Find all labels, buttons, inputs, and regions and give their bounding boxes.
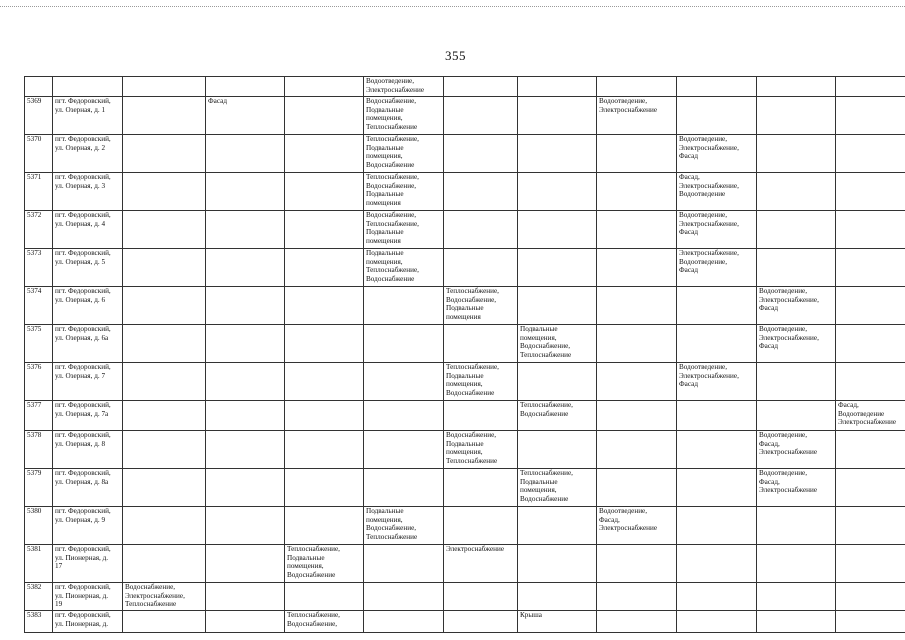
table-cell-c1 [123,77,206,97]
table-cell-c7 [597,97,677,135]
table-cell-c7 [597,135,677,173]
table-cell-c7 [597,363,677,401]
table-cell-c2 [206,211,285,249]
table-cell-c5 [444,97,518,135]
table-cell-c10 [836,363,905,401]
table-cell-c10 [836,545,905,583]
cell-text: 5382 [27,583,42,591]
table-cell-addr [53,325,123,363]
cell-text: Теплоснабжение, Подвальные помещения, Водоснабжение [446,363,499,397]
cell-text: пгт. Федоровский, ул. Озерная, д. 9 [55,507,111,524]
table-cell-c4 [364,507,444,545]
table-cell-c3 [285,249,364,287]
table-cell-c6 [518,135,597,173]
table-cell-c6 [518,325,597,363]
cell-text: Водоснабжение, Теплоснабжение, Подвальные помещения [366,211,419,245]
table-cell-c10 [836,135,905,173]
cell-text: пгт. Федоровский, ул. Озерная, д. 6а [55,325,111,342]
table-cell-c3 [285,135,364,173]
table-cell-c2 [206,611,285,633]
table-cell-c7 [597,583,677,611]
cell-text: пгт. Федоровский, ул. Озерная, д. 7 [55,363,111,380]
table-cell-c8 [677,135,757,173]
table-cell-c9 [757,469,836,507]
table-cell-c3 [285,325,364,363]
cell-text: Водоотведение, Электроснабжение, Фасад [679,211,739,237]
table-cell-c4 [364,97,444,135]
table-row [25,211,905,249]
table-cell-c9 [757,249,836,287]
table-cell-c10 [836,325,905,363]
table-cell-c8 [677,249,757,287]
table-cell-c7 [597,431,677,469]
table-cell-c6 [518,545,597,583]
table-cell-c6 [518,507,597,545]
table-cell-num [25,583,53,611]
cell-text: 5377 [27,401,42,409]
table-cell-c2 [206,363,285,401]
table-cell-c9 [757,583,836,611]
cell-text: Водоотведение, Электроснабжение, Фасад [679,135,739,161]
table-cell-c10 [836,249,905,287]
table-cell-c1 [123,173,206,211]
scan-edge-artifact [0,6,905,9]
table-cell-c4 [364,611,444,633]
cell-text: пгт. Федоровский, ул. Озерная, д. 1 [55,97,111,114]
cell-text: Водоотведение, Электроснабжение [599,97,658,114]
table-cell-c5 [444,249,518,287]
table-cell-c10 [836,77,905,97]
table-cell-c7 [597,545,677,583]
cell-text: Водоотведение, Электроснабжение, Фасад [759,325,819,351]
table-row [25,325,905,363]
cell-text: 5379 [27,469,42,477]
table-cell-c5 [444,611,518,633]
table-cell-c8 [677,507,757,545]
table-cell-num [25,431,53,469]
table-cell-c2 [206,545,285,583]
table-cell-c3 [285,77,364,97]
table-cell-c8 [677,583,757,611]
table-cell-c2 [206,583,285,611]
table-cell-c5 [444,325,518,363]
table-cell-c3 [285,469,364,507]
table-cell-c5 [444,211,518,249]
page-number: 355 [445,48,466,63]
table-cell-c7 [597,249,677,287]
table-cell-c9 [757,173,836,211]
cell-text: пгт. Федоровский, ул. Озерная, д. 6 [55,287,111,304]
cell-text: Подвальные помещения, Теплоснабжение, Водоснабжение [366,249,419,283]
cell-text: Электроснабжение [446,545,505,553]
table-cell-c1 [123,211,206,249]
cell-text: Теплоснабжение, Подвальные помещения, Водоснабжение [366,135,419,169]
table-cell-addr [53,401,123,431]
table-cell-addr [53,135,123,173]
table-row [25,431,905,469]
cell-text: Водоотведение, Электроснабжение, Фасад [679,363,739,389]
table-cell-c10 [836,401,905,431]
table-cell-c5 [444,401,518,431]
table-cell-c10 [836,611,905,633]
table-cell-c10 [836,431,905,469]
table-cell-addr [53,583,123,611]
cell-text: пгт. Федоровский, ул. Озерная, д. 4 [55,211,111,228]
repair-schedule-table [24,76,905,633]
table-cell-c3 [285,545,364,583]
table-cell-c2 [206,97,285,135]
cell-text: Водоотведение, Электроснабжение, Фасад [759,287,819,313]
table-cell-c7 [597,611,677,633]
table-cell-c8 [677,325,757,363]
table-cell-c3 [285,431,364,469]
cell-text: пгт. Федоровский, ул. Озерная, д. 8а [55,469,111,486]
table-cell-c3 [285,287,364,325]
table-cell-num [25,249,53,287]
cell-text: пгт. Федоровский, ул. Пионерная, д. 17 [55,545,111,571]
table-cell-c6 [518,401,597,431]
table-cell-num [25,469,53,507]
table-cell-c1 [123,583,206,611]
table-cell-c6 [518,211,597,249]
table-cell-num [25,211,53,249]
table-cell-c2 [206,135,285,173]
table-cell-c3 [285,211,364,249]
table-cell-c3 [285,97,364,135]
table-cell-c4 [364,173,444,211]
cell-text: пгт. Федоровский, ул. Озерная, д. 5 [55,249,111,266]
cell-text: 5371 [27,173,42,181]
table-row [25,363,905,401]
cell-text: Фасад, Водоотведение Электроснабжение [838,401,897,427]
cell-text: Фасад [208,97,227,105]
table-cell-c6 [518,77,597,97]
table-cell-c4 [364,545,444,583]
table-cell-c4 [364,135,444,173]
table-cell-c10 [836,97,905,135]
table-cell-c7 [597,173,677,211]
cell-text: пгт. Федоровский, ул. Пионерная, д. [55,611,111,628]
cell-text: Фасад, Электроснабжение, Водоотведение [679,173,739,199]
table-cell-c9 [757,431,836,469]
table-cell-c7 [597,77,677,97]
table-cell-c1 [123,507,206,545]
table-cell-c5 [444,469,518,507]
cell-text: 5378 [27,431,42,439]
table-cell-c8 [677,469,757,507]
cell-text: пгт. Федоровский, ул. Озерная, д. 8 [55,431,111,448]
table-cell-c9 [757,97,836,135]
cell-text: Водоснабжение, Подвальные помещения, Теплоснабжение [446,431,498,465]
table-cell-c1 [123,325,206,363]
table-cell-c2 [206,469,285,507]
table-cell-c9 [757,287,836,325]
table-cell-c6 [518,173,597,211]
table-cell-addr [53,469,123,507]
table-cell-num [25,77,53,97]
table-cell-c6 [518,583,597,611]
cell-text: Водоотведение, Электроснабжение [366,77,425,94]
table-row [25,249,905,287]
table-cell-c5 [444,507,518,545]
table-row [25,77,905,97]
table-cell-num [25,363,53,401]
table-cell-c9 [757,325,836,363]
table-cell-c9 [757,363,836,401]
table-cell-c10 [836,173,905,211]
cell-text: Водоснабжение, Подвальные помещения, Теплоснабжение [366,97,418,131]
table-cell-c9 [757,545,836,583]
table-cell-c4 [364,287,444,325]
table-row [25,611,905,633]
table-cell-c6 [518,287,597,325]
table-cell-addr [53,249,123,287]
table-cell-c4 [364,363,444,401]
table-cell-c8 [677,401,757,431]
table-cell-c4 [364,431,444,469]
cell-text: 5376 [27,363,42,371]
table-cell-addr [53,97,123,135]
cell-text: Водоотведение, Фасад, Электроснабжение [759,469,818,495]
cell-text: Теплоснабжение, Водоснабжение, [287,611,340,628]
table-cell-num [25,325,53,363]
table-cell-c8 [677,431,757,469]
table-cell-c2 [206,401,285,431]
table-cell-c5 [444,287,518,325]
table-cell-c3 [285,363,364,401]
table-row [25,583,905,611]
table-cell-c5 [444,583,518,611]
table-cell-c4 [364,325,444,363]
table-cell-c9 [757,507,836,545]
cell-text: 5383 [27,611,42,619]
table-cell-c1 [123,401,206,431]
table-cell-c1 [123,611,206,633]
cell-text: 5381 [27,545,42,553]
table-cell-c4 [364,469,444,507]
table-cell-c1 [123,287,206,325]
cell-text: пгт. Федоровский, ул. Озерная, д. 3 [55,173,111,190]
cell-text: 5380 [27,507,42,515]
table-cell-c6 [518,97,597,135]
table-cell-addr [53,173,123,211]
table-cell-c3 [285,583,364,611]
table-cell-c10 [836,507,905,545]
table-cell-c8 [677,97,757,135]
table-cell-addr [53,431,123,469]
table-cell-c8 [677,363,757,401]
table-cell-c7 [597,211,677,249]
cell-text: пгт. Федоровский, ул. Озерная, д. 7а [55,401,111,418]
table-row [25,401,905,431]
table-cell-c2 [206,325,285,363]
table-cell-num [25,401,53,431]
table-cell-c7 [597,401,677,431]
table-cell-c6 [518,363,597,401]
table-cell-c5 [444,135,518,173]
cell-text: Крыша [520,611,542,619]
cell-text: 5375 [27,325,42,333]
table-cell-c4 [364,249,444,287]
cell-text: пгт. Федоровский, ул. Пионерная, д. 19 [55,583,111,609]
table-cell-addr [53,287,123,325]
table-cell-addr [53,545,123,583]
table-cell-c8 [677,211,757,249]
table-cell-num [25,545,53,583]
cell-text: 5372 [27,211,42,219]
table-cell-addr [53,611,123,633]
table-row [25,97,905,135]
table-cell-c6 [518,469,597,507]
table-cell-c10 [836,469,905,507]
table-cell-c4 [364,77,444,97]
table-cell-c2 [206,431,285,469]
table-cell-c6 [518,249,597,287]
table-cell-num [25,507,53,545]
table-cell-c4 [364,211,444,249]
table-cell-c8 [677,611,757,633]
cell-text: 5369 [27,97,42,105]
table-cell-addr [53,507,123,545]
table-cell-c1 [123,97,206,135]
table-cell-c10 [836,211,905,249]
cell-text: Теплоснабжение, Подвальные помещения, Водоснабжение [287,545,340,579]
table-cell-num [25,173,53,211]
table-cell-c6 [518,611,597,633]
cell-text: 5374 [27,287,42,295]
table-cell-c7 [597,507,677,545]
table-cell-c9 [757,401,836,431]
table-cell-c3 [285,507,364,545]
table-cell-c6 [518,431,597,469]
table-cell-c2 [206,287,285,325]
table-cell-c4 [364,583,444,611]
table-cell-c1 [123,249,206,287]
table-cell-c1 [123,363,206,401]
table-row [25,507,905,545]
cell-text: Теплоснабжение, Водоснабжение, Подвальные помещения [366,173,419,207]
cell-text: 5373 [27,249,42,257]
table-cell-num [25,135,53,173]
table-cell-addr [53,77,123,97]
cell-text: Водоотведение, Фасад, Электроснабжение [599,507,658,533]
table-cell-c5 [444,173,518,211]
table-cell-c3 [285,173,364,211]
table-cell-c7 [597,325,677,363]
table-row [25,287,905,325]
cell-text: Подвальные помещения, Водоснабжение, Теплоснабжение [520,325,572,359]
table-cell-c10 [836,287,905,325]
cell-text: Теплоснабжение, Подвальные помещения, Водоснабжение [520,469,573,503]
table-cell-c10 [836,583,905,611]
table-cell-num [25,97,53,135]
cell-text: пгт. Федоровский, ул. Озерная, д. 2 [55,135,111,152]
table-cell-c1 [123,469,206,507]
table-cell-c2 [206,77,285,97]
table-cell-c5 [444,431,518,469]
table-cell-c2 [206,249,285,287]
table-cell-addr [53,211,123,249]
table-cell-c5 [444,545,518,583]
table-cell-c5 [444,363,518,401]
table-cell-c2 [206,507,285,545]
table-cell-c8 [677,173,757,211]
table-row [25,545,905,583]
table-row [25,135,905,173]
table-cell-c1 [123,135,206,173]
table-cell-c1 [123,431,206,469]
table-cell-c9 [757,211,836,249]
table-cell-c8 [677,77,757,97]
table-cell-num [25,611,53,633]
table-cell-c3 [285,401,364,431]
cell-text: Подвальные помещения, Водоснабжение, Теплоснабжение [366,507,418,541]
table-cell-c8 [677,545,757,583]
cell-text: Электроснабжение, Водоотведение, Фасад [679,249,739,275]
table-cell-c4 [364,401,444,431]
table-cell-c9 [757,135,836,173]
cell-text: Теплоснабжение, Водоснабжение, Подвальные помещения [446,287,499,321]
table-cell-c8 [677,287,757,325]
cell-text: Теплоснабжение, Водоснабжение [520,401,573,418]
table-cell-c5 [444,77,518,97]
table-cell-c7 [597,287,677,325]
table-cell-c2 [206,173,285,211]
table-cell-c9 [757,611,836,633]
table-cell-addr [53,363,123,401]
table-cell-c3 [285,611,364,633]
table-row [25,469,905,507]
table-cell-c1 [123,545,206,583]
table-cell-c7 [597,469,677,507]
cell-text: Водоснабжение, Электроснабжение, Теплоснабжение [125,583,185,609]
cell-text: Водоотведение, Фасад, Электроснабжение [759,431,818,457]
table-cell-c9 [757,77,836,97]
table-row [25,173,905,211]
cell-text: 5370 [27,135,42,143]
table-cell-num [25,287,53,325]
